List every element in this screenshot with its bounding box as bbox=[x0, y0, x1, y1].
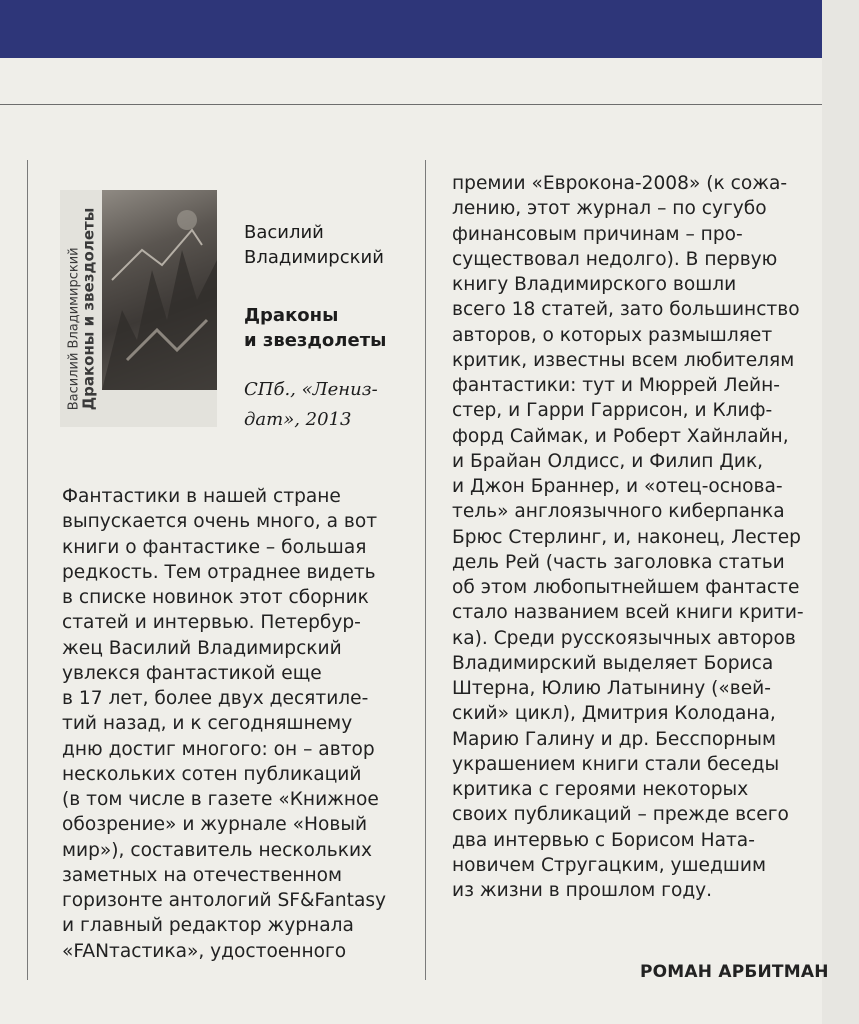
text-line: дель Рей (часть заголовка статьи bbox=[452, 551, 785, 573]
text-line: стало названием всей книги крити- bbox=[452, 602, 804, 624]
text-line: Владимирский выделяет Бориса bbox=[452, 652, 774, 674]
text-line: критика с героями некоторых bbox=[452, 779, 749, 800]
text-line: стер, и Гарри Гаррисон, и Клиф- bbox=[452, 400, 773, 422]
cover-title: Драконы и звездолеты bbox=[79, 207, 97, 410]
article-byline: РОМАН АРБИТМАН bbox=[640, 962, 829, 982]
text-line: авторов, о которых размышляет bbox=[452, 324, 773, 346]
text-line: ка). Среди русскоязычных авторов bbox=[452, 627, 796, 649]
text-line: дню достиг многого: он – автор bbox=[62, 738, 375, 760]
book-author bbox=[244, 220, 414, 270]
text-line: статей и интервью. Петербур- bbox=[62, 612, 361, 634]
text-line: обозрение» и журнале «Новый bbox=[62, 814, 368, 836]
text-line: редкость. Тем отраднее видеть bbox=[62, 561, 376, 583]
text-line: Фантастики в нашей стране bbox=[62, 486, 341, 507]
text-line: форд Саймак, и Роберт Хайнлайн, bbox=[452, 425, 789, 447]
book-cover-image bbox=[60, 190, 217, 427]
text-line: в 17 лет, более двух десятиле- bbox=[62, 688, 369, 709]
text-line: ский» цикл), Дмитрия Колодана, bbox=[452, 703, 776, 725]
text-line: нескольких сотен публикаций bbox=[62, 763, 362, 785]
text-line: об этом любопытнейшем фантасте bbox=[452, 577, 800, 598]
text-line: в списке новинок этот сборник bbox=[62, 587, 369, 608]
book-author-line: Василий bbox=[244, 222, 324, 243]
text-line: увлекся фантастикой еще bbox=[62, 662, 322, 684]
text-line: горизонте антологий SF&Fantasy bbox=[62, 890, 387, 911]
middle-column-rule bbox=[425, 160, 426, 980]
text-line: фантастики: тут и Мюррей Лейн- bbox=[452, 375, 780, 396]
text-line: и Брайан Олдисс, и Филип Дик, bbox=[452, 450, 764, 472]
text-line: «FANтастика», удостоенного bbox=[62, 940, 347, 962]
book-title-line: Драконы bbox=[244, 305, 339, 326]
text-line: выпускается очень много, а вот bbox=[62, 511, 378, 533]
book-publisher bbox=[244, 375, 419, 435]
book-publisher-line: СПб., «Лениз- bbox=[244, 379, 378, 400]
text-line: два интервью с Борисом Ната- bbox=[452, 829, 755, 851]
text-line: своих публикаций – прежде всего bbox=[452, 804, 789, 826]
text-line: заметных на отечественном bbox=[62, 864, 343, 886]
text-line: мир»), составитель нескольких bbox=[62, 839, 373, 861]
cover-spine-text bbox=[60, 190, 102, 427]
text-line: жец Василий Владимирский bbox=[62, 637, 342, 659]
text-line: Брюс Стерлинг, и, наконец, Лестер bbox=[452, 526, 801, 548]
article-right-column bbox=[452, 171, 820, 903]
header-divider bbox=[0, 104, 822, 105]
text-line: украшением книги стали беседы bbox=[452, 753, 780, 775]
book-publisher-line: дат», 2013 bbox=[244, 409, 352, 430]
adjacent-page-strip bbox=[822, 0, 859, 1024]
text-line: книги о фантастике – большая bbox=[62, 536, 367, 558]
text-line: существовал недолго). В первую bbox=[452, 248, 778, 270]
cover-author: Василий Владимирский bbox=[66, 246, 81, 410]
text-line: Марию Галину и др. Бесспорным bbox=[452, 728, 776, 750]
text-line: тель» англоязычного киберпанка bbox=[452, 501, 785, 523]
text-line: тий назад, и к сегодняшнему bbox=[62, 713, 353, 735]
left-column-rule bbox=[27, 160, 28, 980]
header-color-band bbox=[0, 0, 822, 58]
text-line: финансовым причинам – про- bbox=[452, 223, 743, 245]
text-line: и главный редактор журнала bbox=[62, 915, 354, 937]
text-line: лению, этот журнал – по сугубо bbox=[452, 198, 767, 220]
text-line: из жизни в прошлом году. bbox=[452, 880, 713, 901]
article-left-column bbox=[62, 484, 422, 964]
text-line: критик, известны всем любителям bbox=[452, 349, 795, 371]
text-line: (в том числе в газете «Книжное bbox=[62, 789, 379, 810]
text-line: премии «Еврокона-2008» (к сожа- bbox=[452, 173, 788, 194]
book-author-line: Владимирский bbox=[244, 247, 384, 268]
cover-illustration bbox=[102, 190, 217, 390]
text-line: новичем Стругацким, ушедшим bbox=[452, 854, 766, 876]
text-line: всего 18 статей, зато большинство bbox=[452, 299, 800, 321]
book-title bbox=[244, 303, 414, 353]
cover-illustration-art bbox=[102, 190, 217, 390]
book-title-line: и звездолеты bbox=[244, 330, 387, 351]
text-line: и Джон Браннер, и «отец-основа- bbox=[452, 476, 783, 497]
text-line: Штерна, Юлию Латынину («вей- bbox=[452, 678, 771, 699]
text-line: книгу Владимирского вошли bbox=[452, 274, 737, 295]
